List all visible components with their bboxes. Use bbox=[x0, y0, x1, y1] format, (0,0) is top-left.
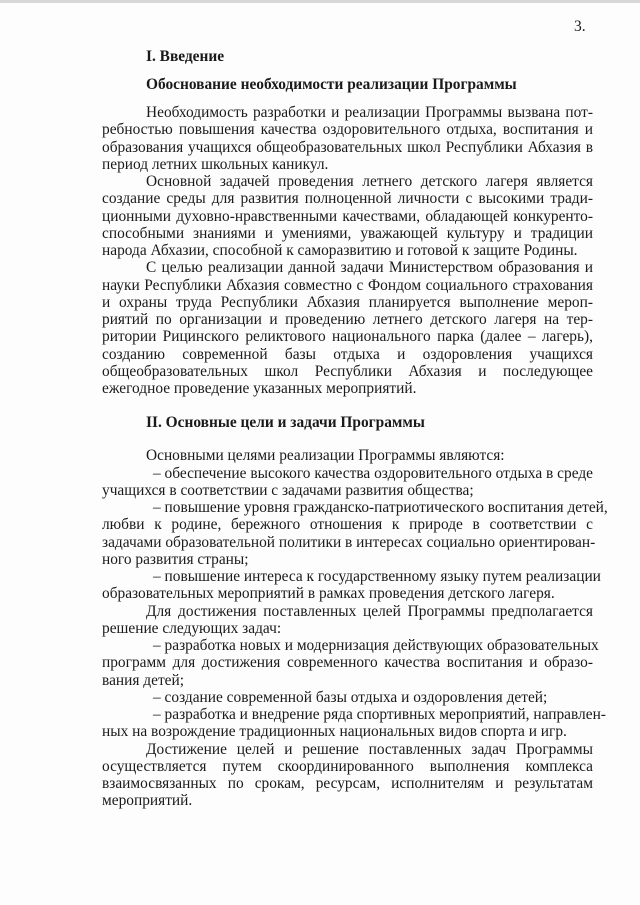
text-line: созданию современной базы отдыха и оздоровления учащихся bbox=[102, 345, 593, 363]
paragraph bbox=[102, 447, 593, 464]
text-line: ребностью повышения качества оздоровительного отдыха, воспитания и bbox=[102, 121, 593, 139]
text-line: ритории Рицинского реликтового национального парка (далее – лагерь), bbox=[102, 328, 593, 346]
text-line: Необходимость разработки и реализации Программы вызвана пот- bbox=[146, 104, 593, 121]
section-heading: I. Введение bbox=[146, 48, 225, 65]
text-line: Достижение целей и решение поставленных задач Программы bbox=[146, 740, 593, 758]
text-line: способными знаниями и умениями, уважающей культуру и традиции bbox=[102, 224, 593, 242]
document-body bbox=[102, 48, 608, 810]
list-item bbox=[102, 637, 599, 689]
text-line: – разработка новых и модернизация действующих образовательных bbox=[153, 637, 599, 654]
paragraph bbox=[102, 104, 593, 173]
text-line: – обеспечение высокого качества оздоровительного отдыха в среде bbox=[153, 464, 593, 482]
text-line: создание среды для развития полноценной личности с высокими тради- bbox=[102, 190, 593, 208]
text-line: Для достижения поставленных целей Программы предполагается bbox=[146, 602, 593, 620]
text-line: ного развития страны; bbox=[102, 550, 249, 568]
paragraph bbox=[102, 603, 593, 638]
text-line: любви к родине, бережного отношения к природе в соответствии с bbox=[102, 516, 593, 534]
paragraph bbox=[102, 741, 593, 810]
text-line: ежегодное проведение указанных мероприятий. bbox=[102, 380, 417, 397]
text-line: задачами образовательной политики в интересах социально ориентирован- bbox=[102, 533, 596, 551]
text-line: и охраны труда Республики Абхазия планируется выполнение мероп- bbox=[102, 293, 593, 311]
text-line: науки Республики Абхазия совместно с Фондом социального страхования bbox=[102, 276, 593, 294]
text-line: период летних школьных каникул. bbox=[102, 155, 329, 173]
text-line: мероприятий. bbox=[102, 792, 193, 810]
text-line: – повышение уровня гражданско-патриотического воспитания детей, bbox=[153, 499, 608, 516]
text-line: Основной задачей проведения летнего детского лагеря является bbox=[146, 173, 593, 190]
text-line: ционными духовно-нравственными качествами, обладающей конкуренто- bbox=[102, 207, 593, 225]
list-item bbox=[102, 465, 593, 500]
text-line: риятий по организации и проведению летнего детского лагеря на тер- bbox=[102, 311, 593, 328]
text-line: – повышение интереса к государственному языку путем реализации bbox=[153, 568, 601, 585]
text-line: народа Абхазии, способной к саморазвитию и готовой к защите Родины. bbox=[102, 242, 578, 259]
paragraph bbox=[102, 259, 593, 397]
page-number: 3. bbox=[574, 18, 586, 35]
text-line: Основными целями реализации Программы являются: bbox=[146, 447, 505, 465]
text-line: образовательных мероприятий в рамках проведения детского лагеря. bbox=[102, 585, 555, 603]
text-line: ных на возрождение традиционных национальных видов спорта и игр. bbox=[102, 723, 567, 741]
text-line: учащихся в соответствии с задачами развития общества; bbox=[102, 481, 474, 499]
text-line: – разработка и внедрение ряда спортивных мероприятий, направлен- bbox=[153, 706, 606, 723]
list-item bbox=[102, 706, 606, 741]
text-line: общеобразовательных школ Республики Абхазия и последующее bbox=[102, 362, 593, 380]
text-line: образования учащихся общеобразовательных школ Республики Абхазия в bbox=[102, 138, 593, 156]
text-line: вания детей; bbox=[102, 671, 185, 689]
list-item bbox=[102, 568, 601, 603]
text-line: решение следующих задач: bbox=[102, 619, 282, 637]
text-line: взаимосвязанных по срокам, ресурсам, исполнителям и результатам bbox=[102, 775, 593, 792]
text-line: С целью реализации данной задачи Министерством образования и bbox=[146, 259, 593, 277]
text-line: программ для достижения современного качества воспитания и образо- bbox=[102, 654, 593, 672]
scan-edge bbox=[0, 0, 640, 3]
paragraph bbox=[102, 173, 593, 259]
section-heading: II. Основные цели и задачи Программы bbox=[146, 414, 425, 432]
text-line: – создание современной базы отдыха и оздоровления детей; bbox=[153, 688, 548, 706]
section-heading: Обоснование необходимости реализации Программы bbox=[146, 76, 517, 93]
list-item bbox=[102, 689, 593, 706]
text-line: осуществляется путем скоординированного выполнения комплекса bbox=[102, 757, 593, 775]
list-item bbox=[102, 499, 608, 568]
